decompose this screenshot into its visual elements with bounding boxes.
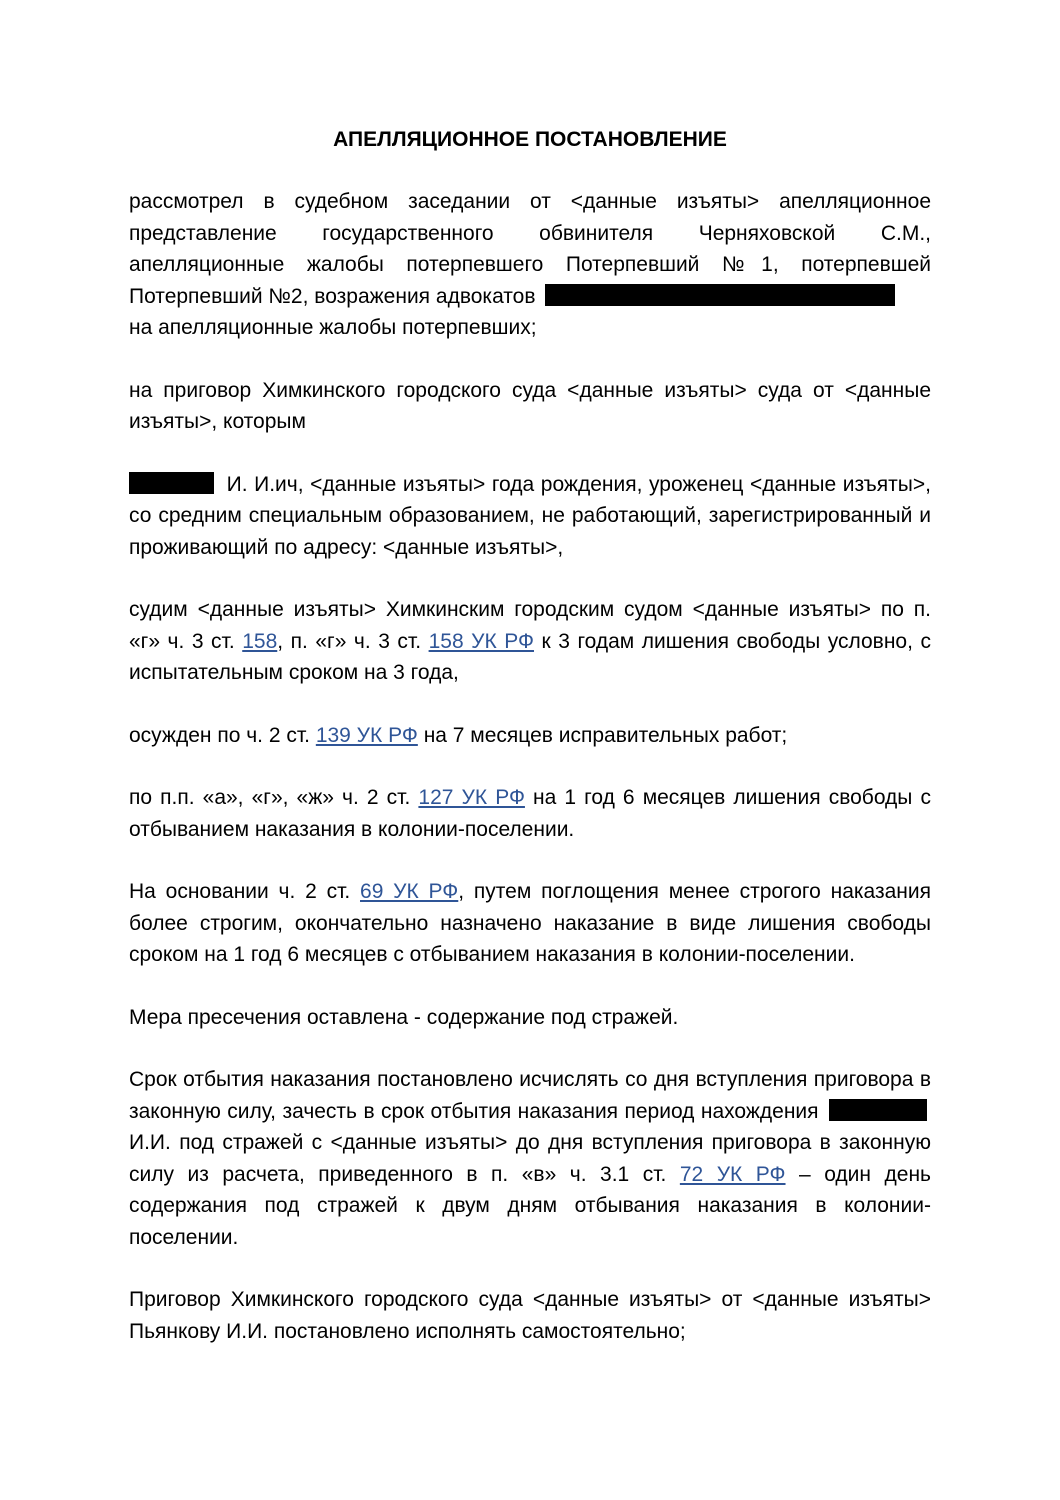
document-body [129,186,931,1378]
law-link-139-uk-rf[interactable]: 139 УК РФ [315,723,418,747]
paragraph-text: осужден по ч. 2 ст. [129,723,310,747]
paragraph-review-cont [129,312,931,344]
law-link-158-uk-rf[interactable]: 158 УК РФ [428,629,534,653]
paragraph-term-calculation [129,1064,931,1253]
paragraph-convicted [129,720,931,752]
paragraph-text: рассмотрел в судебном заседании от <данные изъяты> апелляционное представление государственного обвинителя Черняховской С.М., апелляционные жалобы потерпевшего Потерпевший №1, потерпевшей Потерпевший №2, возражения адвокатов [129,190,931,308]
law-link-158[interactable]: 158 [242,629,278,653]
paragraph-text: , п. «г» ч. 3 ст. [277,629,422,653]
paragraph-text: на 1 год 6 месяцев лишения свободы с отбыванием наказания в колонии-поселении. [129,786,931,841]
law-link-127-uk-rf[interactable]: 127 УК РФ [418,786,525,809]
paragraph-text: к 3 годам лишения свободы условно, с испытательным сроком на 3 года, [129,629,931,684]
paragraph-article-127 [129,782,931,845]
paragraph-restraint: Мера пресечения оставлена - содержание под стражей. [129,1005,679,1029]
redacted-names [545,284,895,306]
paragraph-text: судим <данные изъяты> Химкинским городским судом <данные изъяты> по п. «г» ч. 3 ст. [129,598,931,653]
document-title: АПЕЛЛЯЦИОННОЕ ПОСТАНОВЛЕНИЕ [333,128,727,151]
paragraph-verdict: на приговор Химкинского городского суда <данные изъяты> суда от <данные изъяты>, которым [129,378,931,433]
paragraph-independent-execution: Приговор Химкинского городского суда <данные изъяты> от <данные изъяты> Пьянкову И.И. постановлено исполнять самостоятельно; [129,1288,931,1343]
law-link-69-uk-rf[interactable]: 69 УК РФ [360,880,459,903]
paragraph-defendant [129,469,931,564]
paragraph-review [129,186,931,312]
paragraph-text: – один день содержания под стражей к двум дням отбывания наказания в колонии-поселении. [129,1162,931,1249]
paragraph-text: на 7 месяцев исправительных работ; [423,723,788,747]
redacted-surname [829,1099,927,1121]
paragraph-text: На основании ч. 2 ст. [129,880,351,903]
paragraph-text: Срок отбытия наказания постановлено исчислять со дня вступления приговора в законную силу, зачесть в срок отбытия наказания период нахождения [129,1068,931,1123]
paragraph-text: по п.п. «а», «г», «ж» ч. 2 ст. [129,786,411,809]
paragraph-text: И.И. под стражей с <данные изъяты> до дня вступления приговора в законную силу из расчета, приведенного в п. «в» ч. 3.1 ст. [129,1131,931,1186]
paragraph-text: , путем поглощения менее строгого наказания более строгим, окончательно назначено наказание в виде лишения свободы сроком на 1 год 6 месяцев с отбыванием наказания в колонии-поселении. [129,880,931,966]
redacted-surname [129,472,214,494]
paragraph-prior-conviction [129,594,931,689]
paragraph-final-sentence [129,876,931,971]
law-link-72-uk-rf[interactable]: 72 УК РФ [679,1162,786,1186]
paragraph-text: на апелляционные жалобы потерпевших; [129,316,537,339]
paragraph-text: И. И.ич, <данные изъяты> года рождения, уроженец <данные изъяты>, со средним специальным образованием, не работающий, зарегистрированный и проживающий по адресу: <данные изъяты>, [129,472,931,559]
